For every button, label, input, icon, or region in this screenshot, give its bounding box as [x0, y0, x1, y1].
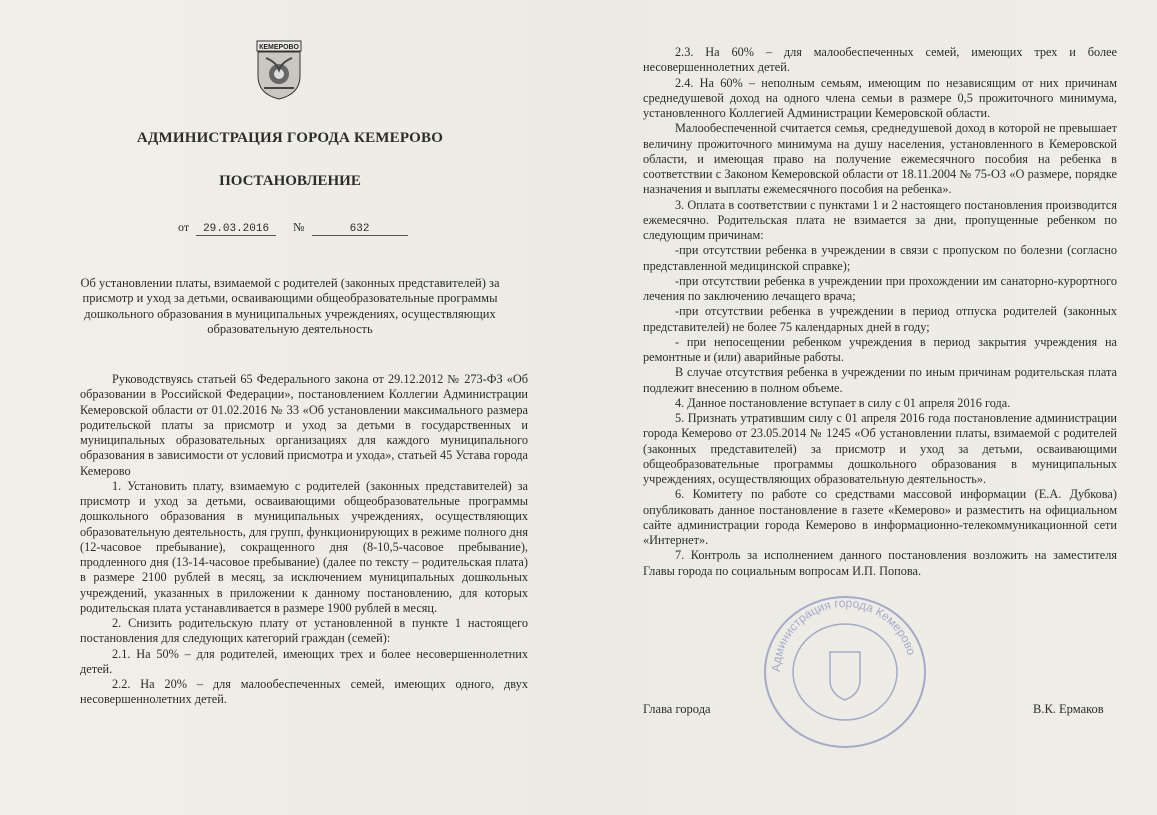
preamble-paragraph: Руководствуясь статьей 65 Федерального закона от 29.12.2012 № 273-ФЗ «Об образовании в Российской Федерации», постановлением Коллегии Администрации Кемеровской области от 01.02.2016 № 33 «Об установлении максимального размера родительской платы за присмотр и уход за детьми в государственных и муниципальных образовательных организациях для каждого муниципального образования в зависимости от условий присмотра и ухода», статьей 45 Устава города Кемерово	[80, 372, 528, 478]
paragraph: -при отсутствии ребенка в учреждении при прохождении им санаторно-курортного лечения по заключению лечащего врача;	[643, 273, 1117, 303]
number-prefix: №	[293, 220, 305, 234]
paragraph: -при отсутствии ребенка в учреждении в связи с пропуском по болезни (согласно представленной медицинской справке);	[643, 243, 1117, 273]
document-number: 632	[312, 223, 408, 236]
document-date: 29.03.2016	[196, 223, 276, 236]
paragraph: 3. Оплата в соответствии с пунктами 1 и 2 настоящего постановления производится ежемесячно. Родительская плата не взимается за дни, пропущенные ребенком по следующим причинам:	[643, 197, 1117, 242]
paragraph: 4. Данное постановление вступает в силу с 01 апреля 2016 года.	[675, 395, 1011, 410]
paragraph: 2.1. На 50% – для родителей, имеющих трех и более несовершеннолетних детей.	[80, 646, 528, 676]
paragraph: 2.2. На 20% – для малообеспеченных семей, имеющих одного, двух несовершеннолетних детей.	[80, 677, 528, 707]
date-number-line	[178, 220, 408, 236]
signature-position: Глава города	[643, 702, 711, 716]
date-prefix: от	[178, 220, 190, 234]
paragraph: -при отсутствии ребенка в учреждении в период отпуска родителей (законных представителей) не более 75 календарных дней в году;	[643, 304, 1117, 334]
stamp-text: Администрация города Кемерово	[768, 595, 919, 673]
paragraph: 2.4. На 60% – неполным семьям, имеющим по независящим от них причинам среднедушевой доход на одного члена семьи в размере 0,5 прожиточного минимума, установленного Коллегией Администрации Кемеровской области.	[643, 75, 1117, 120]
paragraph: - при непосещении ребенком учреждения в период закрытия учреждения на ремонтные и (или) аварийные работы.	[643, 334, 1117, 364]
paragraph: Малообеспеченной считается семья, среднедушевой доход в которой не превышает величину прожиточного минимума на душу населения, установленного в Кемеровской области, и имеющая право на получение ежемесячного пособия на ребенка в соответствии с Законом Кемеровской области от 18.11.2004 № 75-ОЗ «О размере, порядке назначения и выплаты ежемесячного пособия на ребенка».	[643, 121, 1117, 197]
paragraph: 6. Комитету по работе со средствами массовой информации (Е.А. Дубкова) опубликовать данное постановление в газете «Кемерово» и разместить на официальном сайте администрации города Кемерово в информационно-телекоммуникационной сети «Интернет».	[643, 487, 1117, 547]
crest-label: КЕМЕРОВО	[259, 44, 299, 51]
paragraph: В случае отсутствия ребенка в учреждении по иным причинам родительская плата подлежит внесению в полном объеме.	[643, 365, 1117, 395]
signature-name: В.К. Ермаков	[1033, 702, 1104, 716]
paragraph: 2.3. На 60% – для малообеспеченных семей, имеющих трех и более несовершеннолетних детей.	[643, 45, 1117, 75]
right-column-text	[643, 45, 1117, 579]
document-type-title: ПОСТАНОВЛЕНИЕ	[219, 173, 361, 189]
paragraph: 2. Снизить родительскую плату от установленной в пункте 1 настоящего постановления для следующих категорий граждан (семей):	[80, 616, 528, 646]
paragraph: 7. Контроль за исполнением данного постановления возложить на заместителя Главы города по социальным вопросам И.П. Попова.	[643, 548, 1117, 578]
paragraph: 5. Признать утратившим силу с 01 апреля 2016 года постановление администрации города Кемерово от 23.05.2014 № 1245 «Об установлении платы, взимаемой с родителей (законных представителей) за присмотр и уход за детьми, осваивающими общеобразовательные программы дошкольного образования в муниципальных учреждениях, осуществляющих образовательную деятельность».	[643, 411, 1117, 486]
organization-title: АДМИНИСТРАЦИЯ ГОРОДА КЕМЕРОВО	[136, 130, 444, 146]
paragraph: 1. Установить плату, взимаемую с родителей (законных представителей) за присмотр и уход за детьми, осваивающими общеобразовательные программы дошкольного образования в муниципальных учреждениях, осуществляющих образовательную деятельность, для групп, функционирующих в режиме полного дня (12-часовое пребывание), сокращенного дня (8-10,5-часовое пребывание), продленного дня (13-14-часовое пребывание) (далее по тексту – родительская плата) в размере 2100 рублей в месяц, за исключением муниципальных дошкольных учреждений, указанных в приложении к данному постановлению, для которых родительская плата устанавливается в размере 1900 рублей в месяц.	[80, 478, 528, 615]
coat-of-arms-icon	[256, 40, 302, 100]
left-column-text	[80, 372, 528, 708]
document-subject: Об установлении платы, взимаемой с родителей (законных представителей) за присмотр и уход за детьми, осваивающими общеобразовательные программы дошкольного образования в муниципальных учреждениях, осуществляющих образовательную деятельность	[80, 276, 500, 336]
official-stamp-icon	[760, 592, 930, 752]
